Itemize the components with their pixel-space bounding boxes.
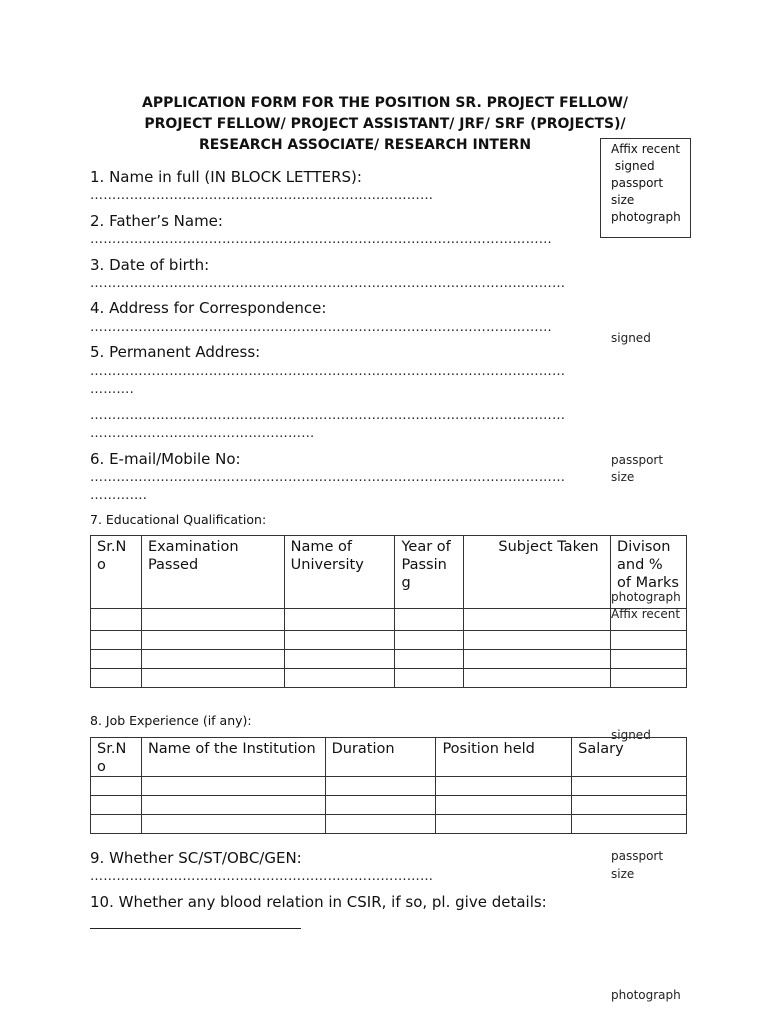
email-mobile-field-2[interactable]: …………. bbox=[90, 488, 148, 503]
table-cell[interactable] bbox=[464, 650, 611, 669]
correspondence-address-field[interactable]: …………………………………………………………………………………………… bbox=[90, 320, 552, 335]
stray-size-text: size bbox=[611, 470, 635, 484]
table-cell[interactable] bbox=[141, 609, 284, 631]
email-mobile-field-1[interactable]: ……………………………………………………………………………………………… bbox=[90, 470, 566, 485]
stray-passport-text: passport bbox=[611, 453, 664, 467]
stray-signed-text-2: signed bbox=[611, 728, 651, 742]
experience-header-srno: Sr.N o bbox=[91, 738, 142, 777]
permanent-address-field-4[interactable]: …………………………………………… bbox=[90, 426, 315, 441]
table-cell[interactable] bbox=[325, 796, 436, 815]
form-title bbox=[90, 93, 680, 156]
photo-box-line-5: photograph bbox=[611, 210, 681, 224]
table-cell[interactable] bbox=[325, 815, 436, 834]
table-cell[interactable] bbox=[395, 631, 464, 650]
photo-box-line-3: passport bbox=[611, 176, 664, 190]
table-cell[interactable] bbox=[141, 777, 325, 796]
dob-label: 3. Date of birth: bbox=[90, 256, 210, 274]
table-cell[interactable] bbox=[141, 631, 284, 650]
table-cell[interactable] bbox=[464, 609, 611, 631]
blood-relation-label: 10. Whether any blood relation in CSIR, if so, pl. give details: bbox=[90, 893, 547, 911]
category-field[interactable]: …………………………………………………………………… bbox=[90, 869, 434, 884]
table-row[interactable] bbox=[91, 669, 687, 688]
table-cell[interactable] bbox=[611, 669, 687, 688]
photo-placeholder-box[interactable] bbox=[600, 138, 691, 238]
table-cell[interactable] bbox=[284, 631, 395, 650]
stray-photograph-text-2: photograph bbox=[611, 988, 681, 1002]
table-cell[interactable] bbox=[464, 631, 611, 650]
permanent-address-label: 5. Permanent Address: bbox=[90, 343, 261, 361]
table-cell[interactable] bbox=[141, 815, 325, 834]
table-cell[interactable] bbox=[395, 650, 464, 669]
education-header-university: Name of University bbox=[284, 536, 395, 609]
experience-header-duration: Duration bbox=[325, 738, 436, 777]
photo-box-line-4: size bbox=[611, 193, 635, 207]
category-label: 9. Whether SC/ST/OBC/GEN: bbox=[90, 849, 302, 867]
experience-header-position: Position held bbox=[436, 738, 572, 777]
table-cell[interactable] bbox=[611, 631, 687, 650]
table-row[interactable] bbox=[91, 650, 687, 669]
photo-box-line-1: Affix recent bbox=[611, 142, 681, 156]
education-heading: 7. Educational Qualification: bbox=[90, 512, 267, 527]
table-cell[interactable] bbox=[325, 777, 436, 796]
table-cell[interactable] bbox=[284, 609, 395, 631]
permanent-address-field-1[interactable]: ……………………………………………………………………………………………… bbox=[90, 364, 566, 379]
table-cell[interactable] bbox=[436, 815, 572, 834]
experience-heading: 8. Job Experience (if any): bbox=[90, 713, 252, 728]
table-cell[interactable] bbox=[284, 669, 395, 688]
table-cell[interactable] bbox=[141, 669, 284, 688]
form-title-line-2: PROJECT FELLOW/ PROJECT ASSISTANT/ JRF/ SRF (PROJECTS)/ bbox=[144, 116, 626, 132]
table-cell[interactable] bbox=[436, 777, 572, 796]
table-cell[interactable] bbox=[395, 669, 464, 688]
experience-header-row bbox=[91, 738, 687, 777]
stray-photograph-text: photograph bbox=[611, 590, 681, 604]
permanent-address-field-3[interactable]: ……………………………………………………………………………………………… bbox=[90, 408, 566, 423]
form-title-line-3: RESEARCH ASSOCIATE/ RESEARCH INTERN bbox=[198, 137, 532, 153]
table-cell[interactable] bbox=[611, 650, 687, 669]
education-header-division: Divison and % of Marks bbox=[611, 536, 687, 609]
table-cell[interactable] bbox=[284, 650, 395, 669]
permanent-address-field-2[interactable]: ………. bbox=[90, 382, 134, 397]
stray-passport-text-2: passport bbox=[611, 849, 664, 863]
stray-affix-text: Affix recent bbox=[611, 607, 681, 621]
table-cell[interactable] bbox=[91, 631, 142, 650]
education-header-subject: Subject Taken bbox=[464, 536, 611, 609]
table-cell[interactable] bbox=[436, 796, 572, 815]
father-name-label: 2. Father’s Name: bbox=[90, 212, 223, 230]
stray-size-text-2: size bbox=[611, 867, 635, 881]
table-row[interactable] bbox=[91, 777, 687, 796]
dob-field[interactable]: ……………………………………………………………………………………………… bbox=[90, 276, 566, 291]
table-cell[interactable] bbox=[141, 796, 325, 815]
father-name-field[interactable]: …………………………………………………………………………………………… bbox=[90, 232, 552, 247]
education-table bbox=[90, 535, 687, 688]
education-header-exam: Examination Passed bbox=[141, 536, 284, 609]
table-cell[interactable] bbox=[572, 796, 687, 815]
experience-header-salary: Salary bbox=[572, 738, 687, 777]
experience-header-institution: Name of the Institution bbox=[141, 738, 325, 777]
table-cell[interactable] bbox=[395, 609, 464, 631]
education-header-row bbox=[91, 536, 687, 609]
form-title-line-1: APPLICATION FORM FOR THE POSITION SR. PROJECT FELLOW/ bbox=[142, 95, 628, 111]
experience-table bbox=[90, 737, 687, 834]
photo-box-line-2: signed bbox=[611, 159, 655, 173]
table-cell[interactable] bbox=[572, 777, 687, 796]
table-cell[interactable] bbox=[572, 815, 687, 834]
table-cell[interactable] bbox=[91, 777, 142, 796]
table-cell[interactable] bbox=[91, 650, 142, 669]
correspondence-address-label: 4. Address for Correspondence: bbox=[90, 299, 327, 317]
table-cell[interactable] bbox=[611, 609, 687, 631]
education-header-year: Year of Passin g bbox=[395, 536, 464, 609]
name-field[interactable]: …………………………………………………………………… bbox=[90, 188, 434, 203]
table-cell[interactable] bbox=[91, 796, 142, 815]
table-cell[interactable] bbox=[464, 669, 611, 688]
table-row[interactable] bbox=[91, 815, 687, 834]
stray-signed-text: signed bbox=[611, 331, 651, 345]
name-label: 1. Name in full (IN BLOCK LETTERS): bbox=[90, 168, 362, 186]
table-cell[interactable] bbox=[91, 609, 142, 631]
education-header-srno: Sr.N o bbox=[91, 536, 142, 609]
email-mobile-label: 6. E-mail/Mobile No: bbox=[90, 450, 241, 468]
table-cell[interactable] bbox=[91, 669, 142, 688]
blood-relation-field-line[interactable] bbox=[90, 928, 301, 929]
table-row[interactable] bbox=[91, 631, 687, 650]
table-row[interactable] bbox=[91, 609, 687, 631]
table-cell[interactable] bbox=[91, 815, 142, 834]
table-cell[interactable] bbox=[141, 650, 284, 669]
table-row[interactable] bbox=[91, 796, 687, 815]
